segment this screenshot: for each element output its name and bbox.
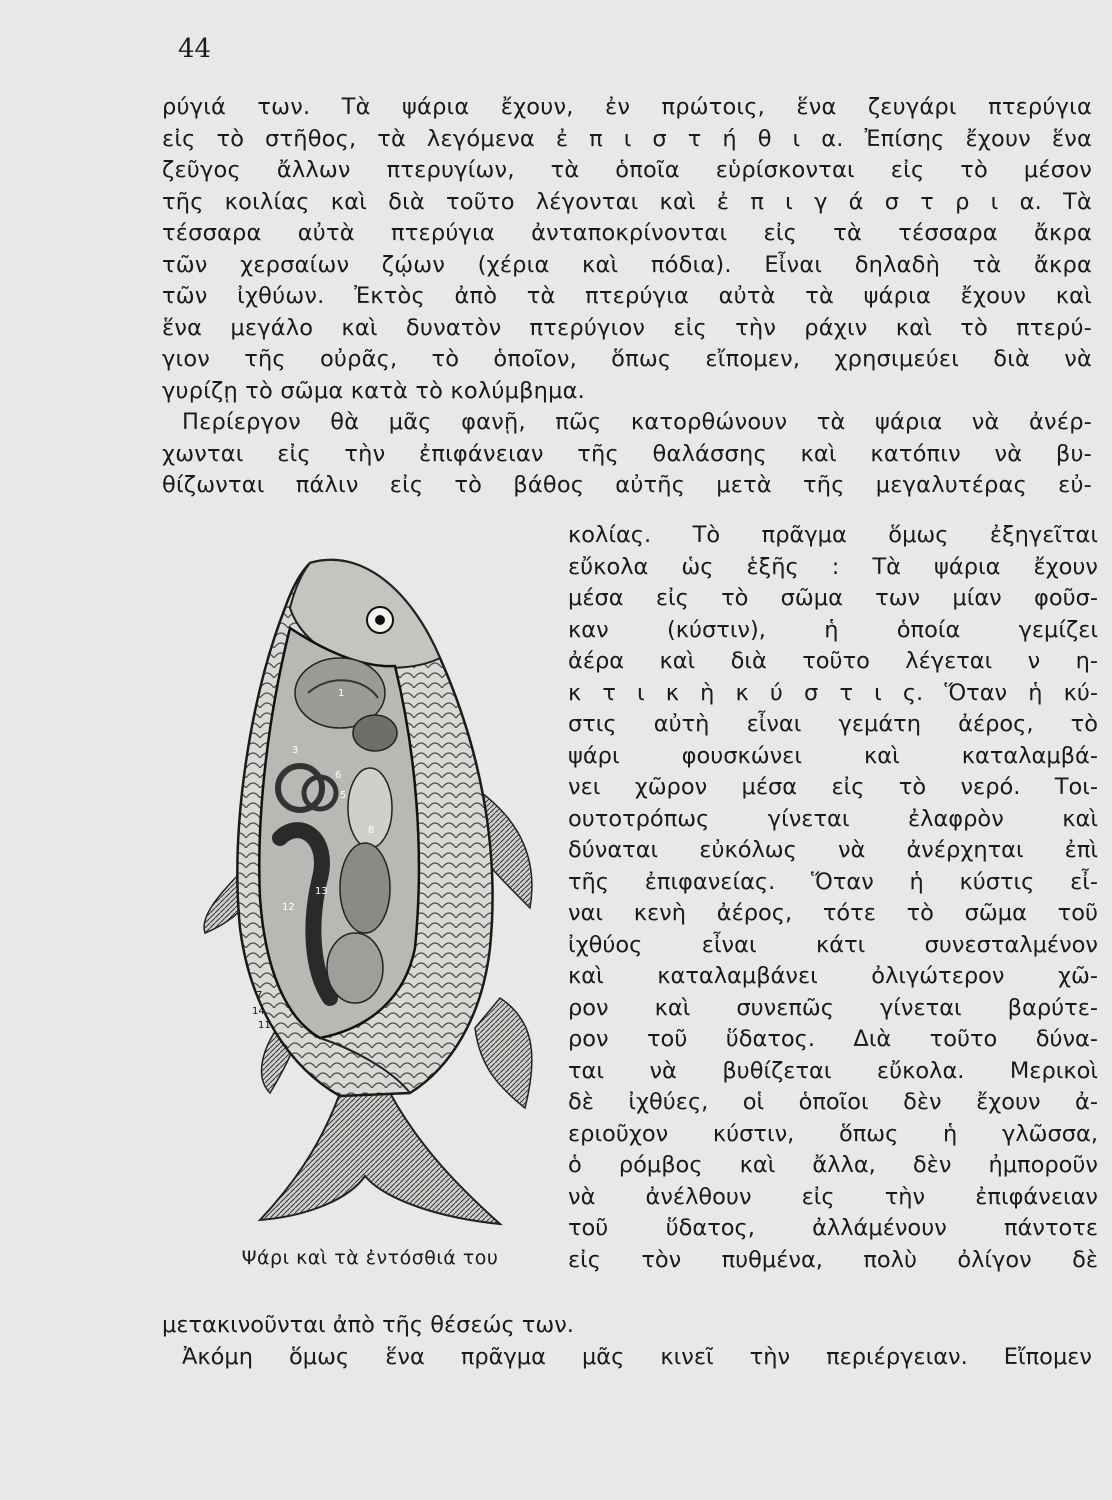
text-line: δύναται εὐκόλως νὰ ἀνέρχηται ἐπὶ [568,837,1098,863]
text-line: εἰς τὸ στῆθος, τὰ λεγόμενα ἐ π ι σ τ ή θ ι α. Ἐπίσης ἔχουν ἕνα [162,125,1092,152]
label-3: 3 [292,745,299,756]
fish-anatomy-drawing [190,548,560,1248]
side-column-text [568,520,1098,1276]
text-line: ται νὰ βυθίζεται εὔκολα. Μερικοὶ [568,1057,1098,1084]
text-line: κολίας. Τὸ πρᾶγμα ὅμως ἐξηγεῖται [568,522,1098,548]
text-line: γυρίζῃ τὸ σῶμα κατὰ τὸ κολύμβημα. [162,377,586,404]
label-6: 6 [335,770,342,781]
text-line: ἕνα μεγάλο καὶ δυνατὸν πτερύγιον εἰς τὴν ράχιν καὶ τὸ πτερύ- [162,314,1092,341]
page-number: 44 [178,34,212,64]
text-line: στις αὐτὴ εἶναι γεμάτη ἀέρος, τὸ [568,711,1098,737]
text-line: τῶν χερσαίων ζῴων (χέρια καὶ πόδια). Εἶναι δηλαδὴ τὰ ἄκρα [162,251,1092,278]
label-12: 12 [282,902,295,913]
text-line: ρον τοῦ ὕδατος. Διὰ τοῦτο δύνα- [568,1026,1098,1052]
text-line: νὰ ἀνέλθουν εἰς τὴν ἐπιφάνειαν [568,1183,1098,1210]
text-line: ναι κενὴ ἀέρος, τότε τὸ σῶμα τοῦ [568,900,1098,926]
text-line: νει χῶρον μέσα εἰς τὸ νερό. Τοι- [568,774,1098,800]
text-line: χωνται εἰς τὴν ἐπιφάνειαν τῆς θαλάσσης καὶ κατόπιν νὰ βυ- [162,440,1092,467]
fish-illustration [190,548,560,1248]
text-line: κ τ ι κ ὴ κ ύ σ τ ι ς. Ὅταν ἡ κύ- [568,679,1098,706]
label-11: 11 [258,1020,271,1031]
text-line: καν (κύστιν), ἡ ὁποία γεμίζει [568,616,1098,643]
text-line: ὁ ρόμβος καὶ ἄλλα, δὲν ἠμποροῦν [568,1152,1098,1178]
text-line: τῆς κοιλίας καὶ διὰ τοῦτο λέγονται καὶ ἐ π ι γ ά σ τ ρ ι α. Τὰ [162,188,1092,215]
text-line: Περίεργον θὰ μᾶς φανῇ, πῶς κατορθώνουν τὰ ψάρια νὰ ἀνέρ- [182,409,1092,435]
text-line: μετακινοῦνται ἀπὸ τῆς θέσεώς των. [162,1312,574,1338]
text-line: ψάρι φουσκώνει καὶ καταλαμβά- [568,742,1098,769]
text-line: τῶν ἰχθύων. Ἐκτὸς ἀπὸ τὰ πτερύγια αὐτὰ τὰ ψάρια ἔχουν καὶ [162,283,1092,309]
text-line: Ἀκόμη ὅμως ἕνα πρᾶγμα μᾶς κινεῖ τὴν περιέργειαν. Εἴπομεν [182,1343,1092,1370]
text-line: ουτοτρόπως γίνεται ἐλαφρὸν καὶ [568,805,1098,832]
text-line: ρύγιά των. Τὰ ψάρια ἔχουν, ἐν πρώτοις, ἕνα ζευγάρι πτερύγια [162,94,1092,120]
text-line: δὲ ἰχθύες, οἱ ὁποῖοι δὲν ἔχουν ἀ- [568,1089,1098,1115]
text-line: τοῦ ὕδατος, ἀλλάμένουν πάντοτε [568,1215,1098,1241]
text-line: ζεῦγος ἄλλων πτερυγίων, τὰ ὁποῖα εὑρίσκονται εἰς τὸ μέσον [162,157,1092,183]
text-line: εὔκολα ὡς ἑξῆς : Τὰ ψάρια ἔχουν [568,553,1098,580]
text-line: τῆς ἐπιφανείας. Ὅταν ἡ κύστις εἶ- [568,868,1098,895]
label-14: 14 [252,1006,265,1017]
text-line: εἰς τὸν πυθμένα, πολὺ ὀλίγον δὲ [568,1246,1098,1273]
label-5: 5 [340,790,347,801]
figure-caption: Ψάρι καὶ τὰ ἐντόσθιά του [241,1247,499,1269]
top-paragraphs [162,92,1092,502]
text-line: θίζωνται πάλιν εἰς τὸ βάθος αὐτῆς μετὰ τῆς μεγαλυτέρας εὐ- [162,472,1092,498]
text-line: τέσσαρα αὐτὰ πτερύγια ἀνταποκρίνονται εἰς τὰ τέσσαρα ἄκρα [162,220,1092,246]
label-7: 7 [256,990,263,1001]
text-line: γιον τῆς οὐρᾶς, τὸ ὁποῖον, ὅπως εἴπομεν, χρησιμεύει διὰ νὰ [162,346,1092,372]
label-1: 1 [338,688,345,699]
text-line: ἰχθύος εἶναι κάτι συνεσταλμένον [568,931,1098,958]
text-line: ἀέρα καὶ διὰ τοῦτο λέγεται ν η- [568,648,1098,674]
text-line: μέσα εἰς τὸ σῶμα των μίαν φοῦσ- [568,585,1098,611]
bottom-paragraph [162,1310,1092,1373]
label-13: 13 [315,886,328,897]
text-line: καὶ καταλαμβάνει ὀλιγώτερον χῶ- [568,963,1098,989]
label-8: 8 [368,825,375,836]
text-line: ρον καὶ συνεπῶς γίνεται βαρύτε- [568,994,1098,1021]
text-line: εριοῦχον κύστιν, ὅπως ἡ γλῶσσα, [568,1120,1098,1147]
